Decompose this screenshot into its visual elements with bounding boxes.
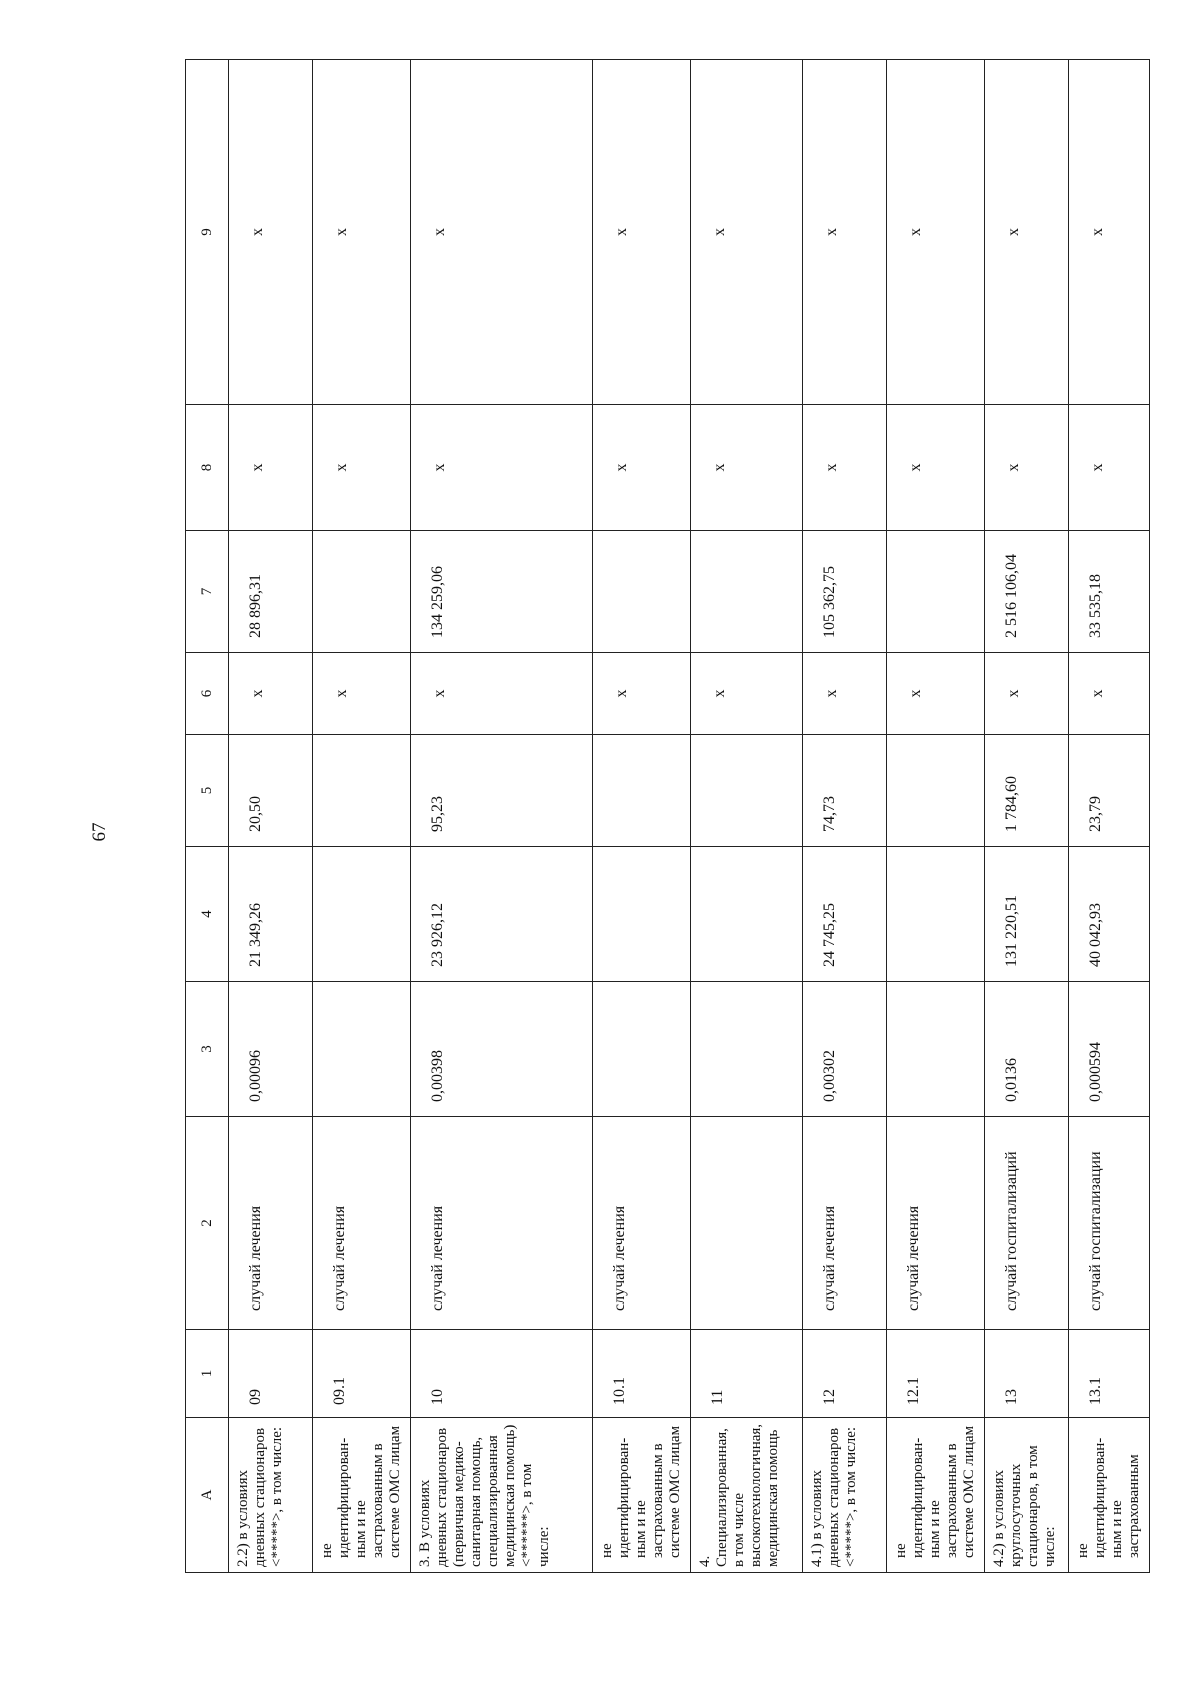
cell-col6: x: [411, 653, 593, 735]
row-unit: случай лечения: [229, 1117, 313, 1330]
cell-col6: x: [985, 653, 1069, 735]
table-row: [803, 60, 887, 1573]
table-row: [229, 60, 313, 1573]
cell-col7: [313, 531, 411, 653]
cell-col5: [593, 735, 691, 847]
cell-col3: [313, 982, 411, 1117]
cell-col5: [313, 735, 411, 847]
row-label: 4. Специализированная, в том числе высокотехнологичная, медицинская помощь: [691, 1418, 803, 1573]
row-code: 12.1: [887, 1330, 985, 1418]
cell-col3: [593, 982, 691, 1117]
data-table: [185, 59, 1150, 1573]
table-row: [985, 60, 1069, 1573]
cell-col8: x: [229, 405, 313, 531]
cell-col8: x: [985, 405, 1069, 531]
cell-col6: x: [691, 653, 803, 735]
cell-col3: [691, 982, 803, 1117]
cell-col4: 24 745,25: [803, 847, 887, 982]
cell-col7: [887, 531, 985, 653]
cell-col8: x: [1069, 405, 1150, 531]
cell-col9: x: [313, 60, 411, 405]
cell-col7: [691, 531, 803, 653]
page-number: 67: [89, 822, 110, 842]
cell-col4: 40 042,93: [1069, 847, 1150, 982]
cell-col8: x: [593, 405, 691, 531]
row-unit: случай госпитализаций: [985, 1117, 1069, 1330]
cell-col9: x: [887, 60, 985, 405]
header-cell: 5: [186, 735, 229, 847]
header-cell: 6: [186, 653, 229, 735]
cell-col5: 1 784,60: [985, 735, 1069, 847]
cell-col5: 74,73: [803, 735, 887, 847]
cell-col6: x: [313, 653, 411, 735]
cell-col5: 95,23: [411, 735, 593, 847]
cell-col9: x: [1069, 60, 1150, 405]
row-code: 10.1: [593, 1330, 691, 1418]
row-label: 4.2) в условиях круглосуточных стационаров, в том числе:: [985, 1418, 1069, 1573]
cell-col6: x: [887, 653, 985, 735]
cell-col3: 0,0136: [985, 982, 1069, 1117]
header-cell: 2: [186, 1117, 229, 1330]
cell-col8: x: [313, 405, 411, 531]
cell-col8: x: [887, 405, 985, 531]
cell-col9: x: [985, 60, 1069, 405]
cell-col7: 28 896,31: [229, 531, 313, 653]
cell-col4: 23 926,12: [411, 847, 593, 982]
row-label: не идентифицирован-ным и не застрахованным в системе ОМС лицам: [313, 1418, 411, 1573]
cell-col5: 23,79: [1069, 735, 1150, 847]
row-label: 3. В условиях дневных стационаров (первичная медико-санитарная помощь, специализированная медицинская помощь) <******>, в том числе:: [411, 1418, 593, 1573]
header-cell: 7: [186, 531, 229, 653]
row-code: 10: [411, 1330, 593, 1418]
cell-col6: x: [593, 653, 691, 735]
cell-col5: [691, 735, 803, 847]
rotated-table-container: [185, 60, 1153, 1573]
cell-col8: x: [803, 405, 887, 531]
row-code: 11: [691, 1330, 803, 1418]
row-unit: [691, 1117, 803, 1330]
cell-col9: x: [593, 60, 691, 405]
cell-col6: x: [1069, 653, 1150, 735]
cell-col9: x: [691, 60, 803, 405]
table-row: [1069, 60, 1150, 1573]
row-code: 09.1: [313, 1330, 411, 1418]
header-cell: A: [186, 1418, 229, 1573]
header-cell: 4: [186, 847, 229, 982]
row-code: 13.1: [1069, 1330, 1150, 1418]
cell-col6: x: [229, 653, 313, 735]
table-row: [313, 60, 411, 1573]
cell-col3: [887, 982, 985, 1117]
cell-col4: [313, 847, 411, 982]
cell-col7: 105 362,75: [803, 531, 887, 653]
row-code: 09: [229, 1330, 313, 1418]
cell-col3: 0,00096: [229, 982, 313, 1117]
row-code: 12: [803, 1330, 887, 1418]
row-unit: случай лечения: [313, 1117, 411, 1330]
row-unit: случай лечения: [411, 1117, 593, 1330]
row-unit: случай лечения: [593, 1117, 691, 1330]
cell-col7: 134 259,06: [411, 531, 593, 653]
cell-col3: 0,00398: [411, 982, 593, 1117]
row-label: не идентифицирован-ным и не застрахованным в системе ОМС лицам: [887, 1418, 985, 1573]
cell-col4: 131 220,51: [985, 847, 1069, 982]
cell-col6: x: [803, 653, 887, 735]
row-label: 4.1) в условиях дневных стационаров <*****>, в том числе:: [803, 1418, 887, 1573]
cell-col5: 20,50: [229, 735, 313, 847]
cell-col4: [887, 847, 985, 982]
row-code: 13: [985, 1330, 1069, 1418]
cell-col8: x: [411, 405, 593, 531]
row-label: не идентифицирован-ным и не застрахованным в системе ОМС лицам: [593, 1418, 691, 1573]
cell-col8: x: [691, 405, 803, 531]
cell-col4: [691, 847, 803, 982]
cell-col4: [593, 847, 691, 982]
row-label: 2.2) в условиях дневных стационаров <*****>, в том числе:: [229, 1418, 313, 1573]
cell-col9: x: [803, 60, 887, 405]
row-unit: случай госпитализации: [1069, 1117, 1150, 1330]
table-row: [691, 60, 803, 1573]
row-label: не идентифицирован-ным и не застрахованным: [1069, 1418, 1150, 1573]
cell-col7: 2 516 106,04: [985, 531, 1069, 653]
cell-col7: 33 535,18: [1069, 531, 1150, 653]
table-row: [887, 60, 985, 1573]
table-row: [411, 60, 593, 1573]
cell-col7: [593, 531, 691, 653]
row-unit: случай лечения: [803, 1117, 887, 1330]
cell-col4: 21 349,26: [229, 847, 313, 982]
cell-col9: x: [229, 60, 313, 405]
cell-col9: x: [411, 60, 593, 405]
header-cell: 1: [186, 1330, 229, 1418]
cell-col3: 0,000594: [1069, 982, 1150, 1117]
header-row: [186, 60, 229, 1573]
cell-col5: [887, 735, 985, 847]
header-cell: 3: [186, 982, 229, 1117]
table-row: [593, 60, 691, 1573]
header-cell: 9: [186, 60, 229, 405]
header-cell: 8: [186, 405, 229, 531]
row-unit: случай лечения: [887, 1117, 985, 1330]
cell-col3: 0,00302: [803, 982, 887, 1117]
